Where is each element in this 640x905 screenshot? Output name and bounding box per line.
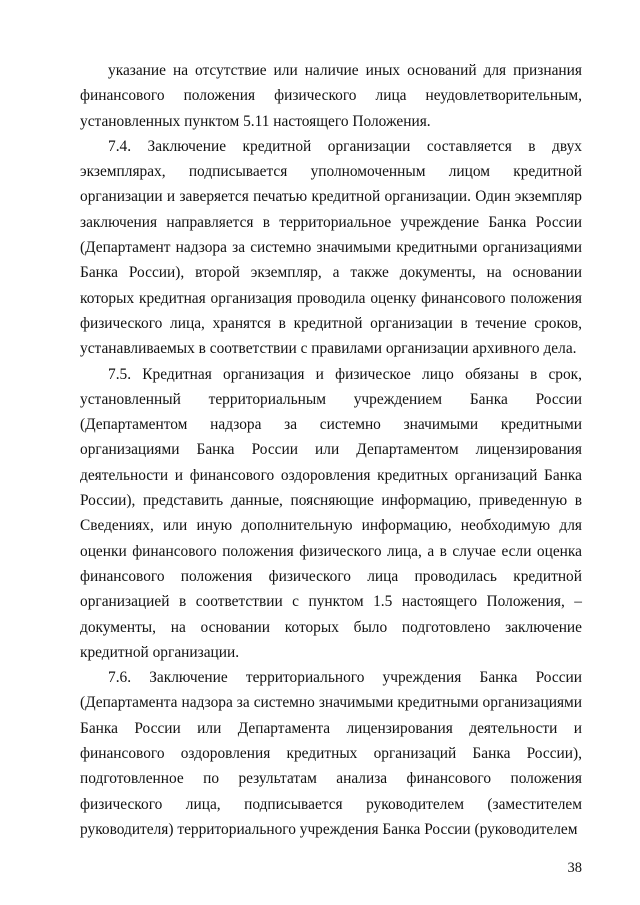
paragraph-7-4: 7.4. Заключение кредитной организации составляется в двух экземплярах, подписывается уполномоченным лицом кредитной организации и заверяется печатью кредитной организации. Один экземпляр заключения направляется в территориальное учреждение Банка России (Департамент надзора за системно значимыми кредитными организациями Банка России), второй экземпляр, а также документы, на основании которых кредитная организация проводила оценку финансового положения физического лица, хранятся в кредитной организации в течение сроков, устанавливаемых в соответствии с правилами организации архивного дела. xyxy=(80,137,582,358)
paragraph-7-5: 7.5. Кредитная организация и физическое лицо обязаны в срок, установленный территориальным учреждением Банка России (Департаментом надзора за системно значимыми кредитными организациями Банка России или Департаментом лицензирования деятельности и финансового оздоровления кредитных организаций Банка России), представить данные, поясняющие информацию, приведенную в Сведениях, или иную дополнительную информацию, необходимую для оценки финансового положения физического лица, а в случае если оценка финансового положения физического лица проводилась кредитной организацией в соответствии с пунктом 1.5 настоящего Положения, – документы, на основании которых было подготовлено заключение кредитной организации. xyxy=(80,365,582,661)
paragraph-7-6: 7.6. Заключение территориального учреждения Банка России (Департамента надзора за системно значимыми кредитными организациями Банка России или Департамента лицензирования деятельности и финансового оздоровления кредитных организаций Банка России), подготовленное по результатам анализа финансового положения физического лица, подписывается руководителем (заместителем руководителя) территориального учреждения Банка России (руководителем xyxy=(80,669,582,838)
paragraph-continuation: указание на отсутствие или наличие иных оснований для признания финансового положения физического лица неудовлетворительным, установленных пунктом 5.11 настоящего Положения. xyxy=(80,62,582,130)
page-number: 38 xyxy=(567,860,582,876)
document-body xyxy=(80,58,582,842)
